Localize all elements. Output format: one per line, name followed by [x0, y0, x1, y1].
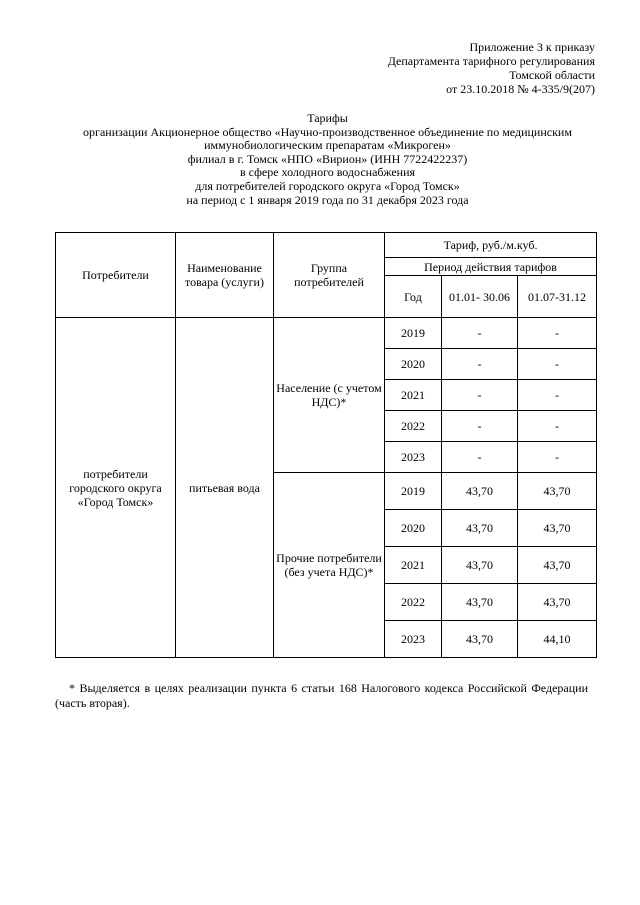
header-goods: Наименование товара (услуги): [176, 233, 274, 318]
tariff-h2-cell: -: [518, 411, 597, 442]
year-cell: 2023: [385, 442, 442, 473]
header-line-region: Томской области: [509, 68, 595, 82]
title-line: для потребителей городского округа «Город Томск»: [195, 178, 460, 193]
year-cell: 2019: [385, 473, 442, 510]
consumer-cell: потребители городского округа «Город Томск»: [56, 318, 176, 658]
tariff-h1-cell: -: [442, 318, 518, 349]
tariff-h2-cell: 43,70: [518, 584, 597, 621]
tariff-h2-cell: 43,70: [518, 547, 597, 584]
vat-footnote: * Выделяется в целях реализации пункта 6 статьи 168 Налогового кодекса Российской Федерации (часть вторая).: [55, 681, 588, 710]
year-cell: 2023: [385, 621, 442, 658]
tariff-h1-cell: 43,70: [442, 473, 518, 510]
tariff-h2-cell: 44,10: [518, 621, 597, 658]
year-cell: 2020: [385, 349, 442, 380]
table-row: [56, 318, 597, 349]
year-cell: 2020: [385, 510, 442, 547]
header-half1: 01.01- 30.06: [442, 276, 518, 318]
year-cell: 2019: [385, 318, 442, 349]
header-year: Год: [385, 276, 442, 318]
tariff-h2-cell: -: [518, 349, 597, 380]
group-cell-others: Прочие потребители (без учета НДС)*: [274, 473, 385, 658]
title-line: Тарифы: [307, 111, 348, 125]
header-half2: 01.07-31.12: [518, 276, 597, 318]
header-group: Группа потребителей: [274, 233, 385, 318]
tariff-h2-cell: 43,70: [518, 510, 597, 547]
header-consumers: Потребители: [56, 233, 176, 318]
tariff-h1-cell: -: [442, 411, 518, 442]
header-line-department: Департамента тарифного регулирования: [387, 54, 595, 68]
tariff-h1-cell: 43,70: [442, 547, 518, 584]
title-line: филиал в г. Томск «НПО «Вирион» (ИНН 7722422237): [187, 151, 468, 166]
header-tariff: Тариф, руб./м.куб.: [385, 233, 597, 258]
title-line: в сфере холодного водоснабжения: [239, 165, 416, 180]
tariff-h1-cell: -: [442, 349, 518, 380]
header-line-appendix: Приложение 3 к приказу: [469, 40, 595, 54]
goods-cell: питьевая вода: [176, 318, 274, 658]
table-header-row: [56, 233, 597, 258]
tariff-h2-cell: 43,70: [518, 473, 597, 510]
year-cell: 2021: [385, 547, 442, 584]
tariff-h1-cell: -: [442, 442, 518, 473]
tariff-h2-cell: -: [518, 318, 597, 349]
tariff-h1-cell: 43,70: [442, 621, 518, 658]
title-line: на период с 1 января 2019 года по 31 декабря 2023 года: [186, 192, 469, 207]
title-line: иммунобиологическим препаратам «Микроген»: [204, 138, 451, 153]
tariff-h1-cell: -: [442, 380, 518, 411]
group-cell-population: Население (с учетом НДС)*: [274, 318, 385, 473]
tariff-table: [55, 232, 597, 658]
tariff-h1-cell: 43,70: [442, 584, 518, 621]
year-cell: 2021: [385, 380, 442, 411]
tariff-h2-cell: -: [518, 442, 597, 473]
year-cell: 2022: [385, 411, 442, 442]
title-line: организации Акционерное общество «Научно-производственное объединение по медицинским: [83, 124, 572, 139]
year-cell: 2022: [385, 584, 442, 621]
order-appendix-header: [388, 40, 595, 96]
tariff-h1-cell: 43,70: [442, 510, 518, 547]
header-line-order-number: от 23.10.2018 № 4-335/9(207): [446, 82, 595, 96]
header-period: Период действия тарифов: [385, 258, 597, 276]
document-title: [40, 112, 615, 207]
tariff-h2-cell: -: [518, 380, 597, 411]
